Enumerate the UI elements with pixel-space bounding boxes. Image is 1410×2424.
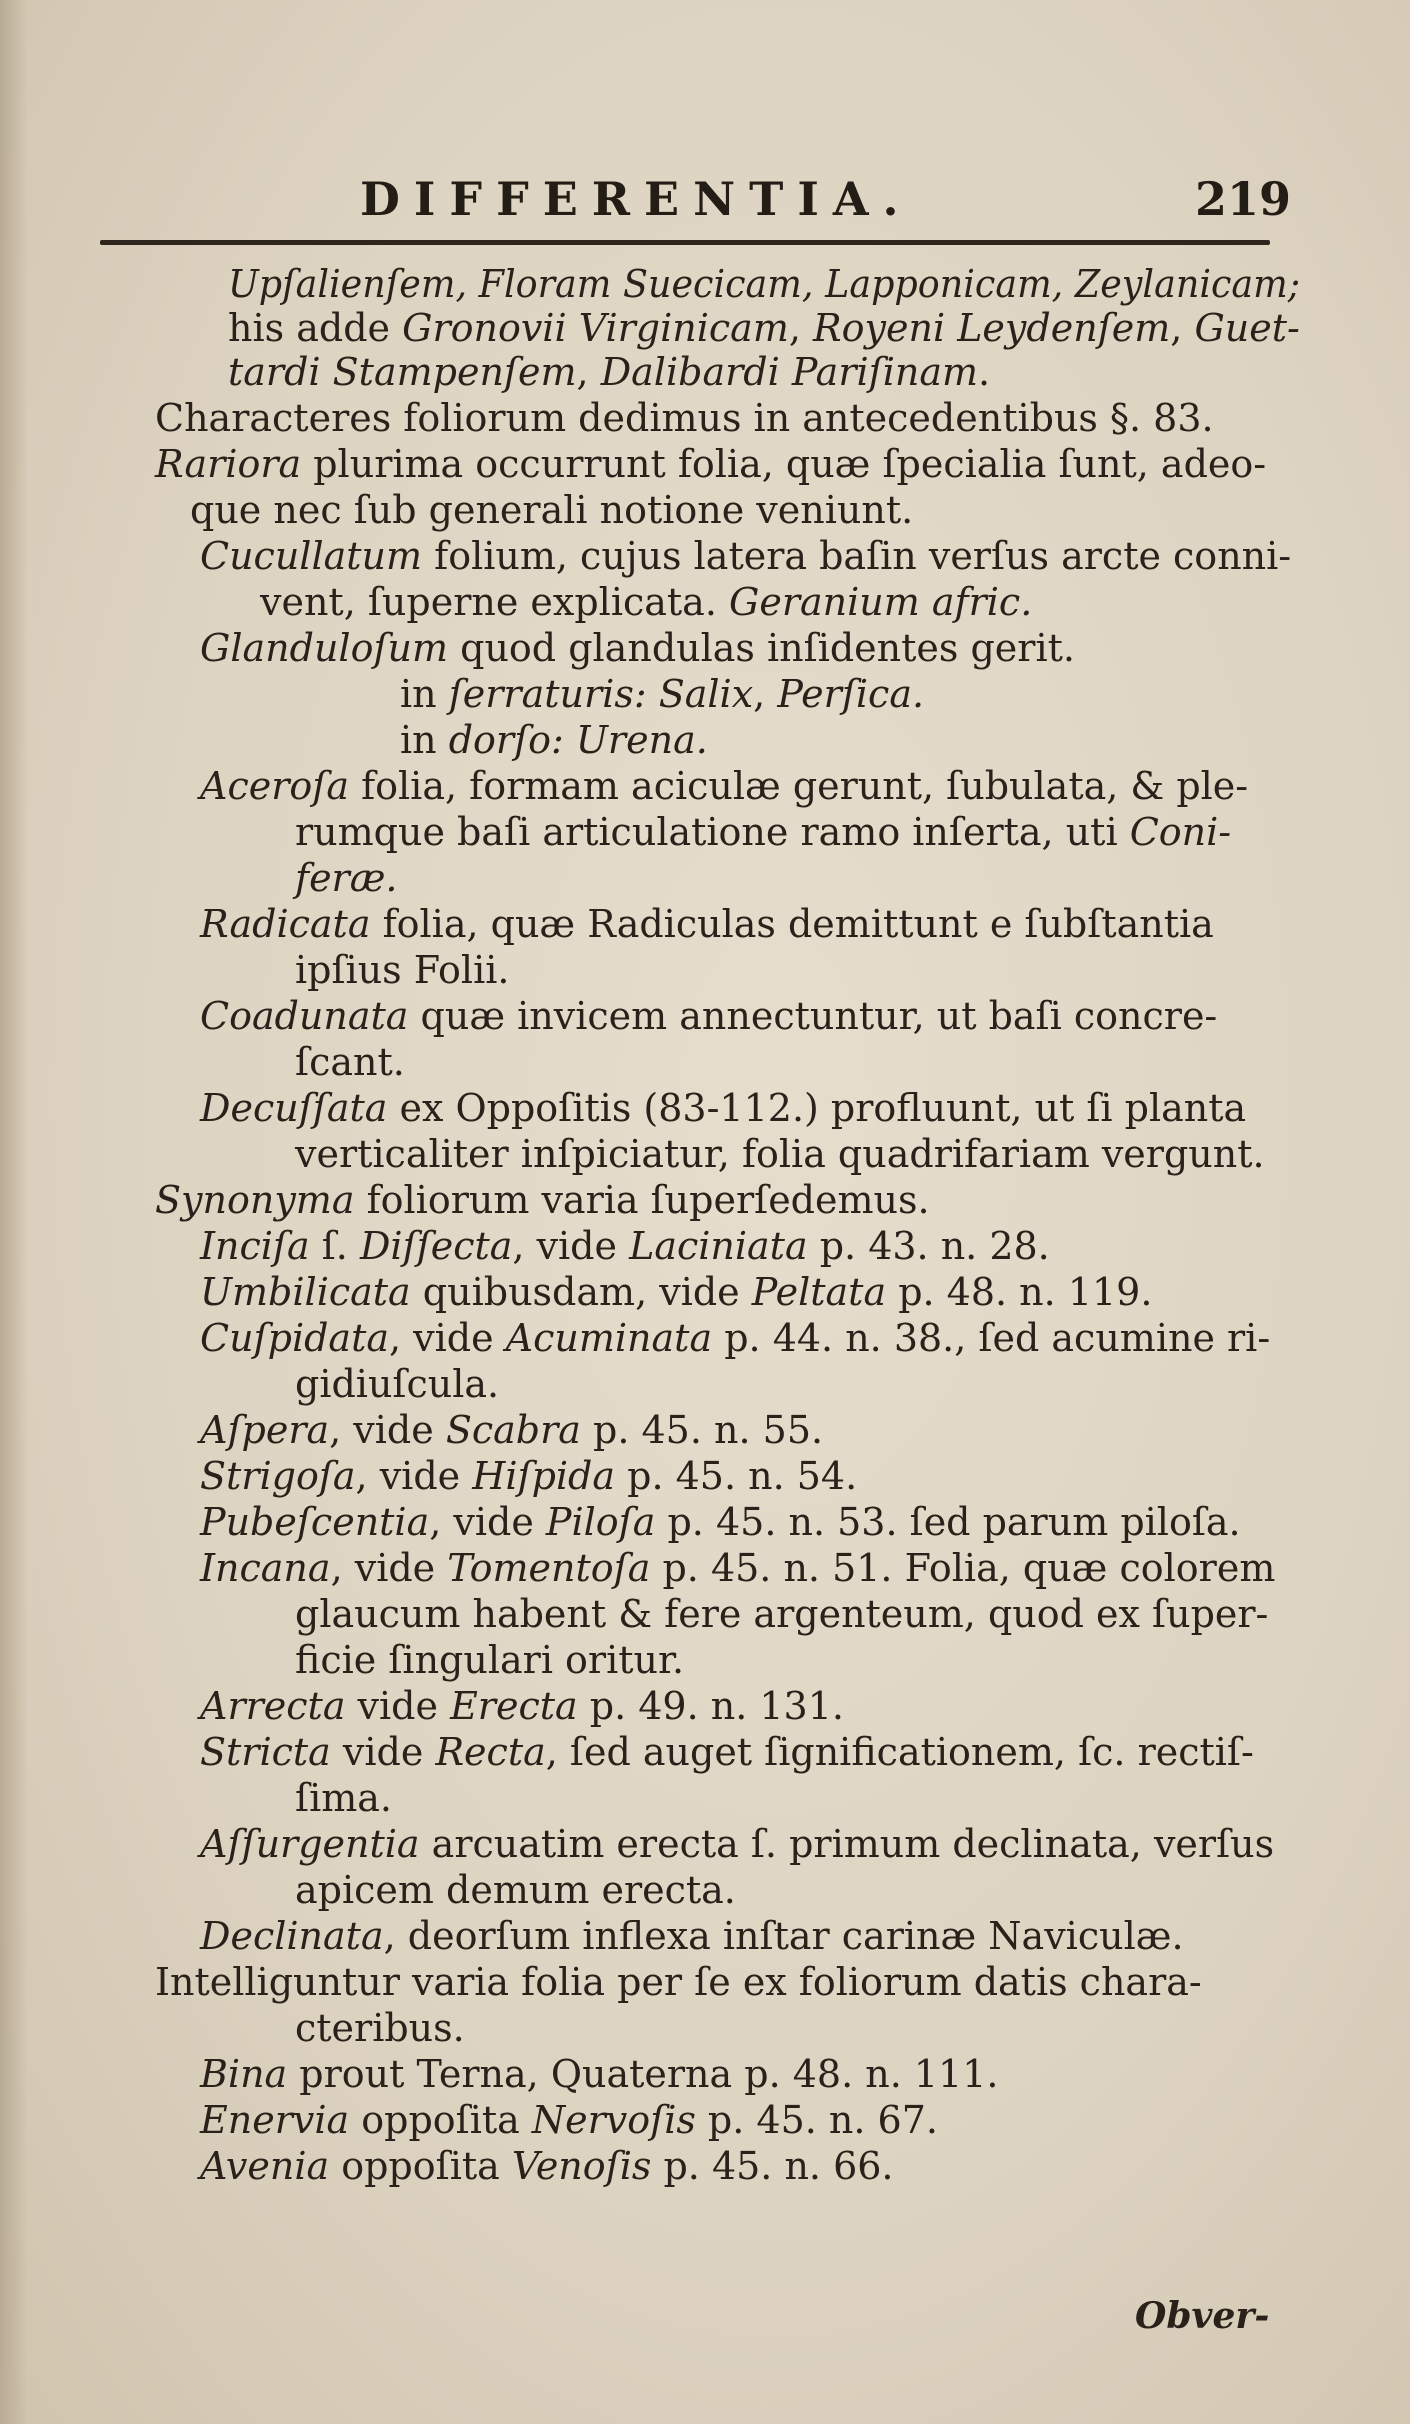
text-run: vent, ſuperne explicata. <box>260 580 729 624</box>
text-run: , vide <box>330 1546 448 1590</box>
text-run: p. 45. n. 53. ſed parum piloſa. <box>655 1500 1241 1544</box>
italic-term: Upſalienſem, Floram Suecicam, Lapponicam, Zeylanicam; <box>228 262 1301 306</box>
italic-term: Diſſecta <box>359 1224 513 1268</box>
page-edge-shadow <box>0 0 28 2424</box>
text-line <box>295 1592 1268 1636</box>
text-run: p. 45. n. 55. <box>580 1408 824 1452</box>
text-line <box>155 442 1266 486</box>
text-run: folia, quæ Radiculas demittunt e ſubſtantia <box>370 902 1214 946</box>
italic-term: Scabra <box>445 1408 581 1452</box>
text-line <box>295 2006 465 2050</box>
text-run: ſima. <box>295 1776 392 1820</box>
italic-term: Umbilicata <box>200 1270 411 1314</box>
text-run: ipſius Folii. <box>295 948 510 992</box>
italic-term: Cuſpidata <box>200 1316 389 1360</box>
text-line <box>200 1224 1050 1268</box>
text-run: glaucum habent & fere argenteum, quod ex ſuper- <box>295 1592 1269 1636</box>
text-line <box>200 626 1075 670</box>
italic-term: ſerraturis: Salix <box>448 672 754 716</box>
text-run: , deorſum inflexa inſtar carinæ Naviculæ. <box>383 1914 1184 1958</box>
text-line <box>155 1178 930 1222</box>
text-run: verticaliter inſpiciatur, folia quadrifariam vergunt. <box>295 1132 1265 1176</box>
text-line <box>200 1546 1275 1590</box>
text-run: ſcant. <box>295 1040 405 1084</box>
text-run: vide <box>345 1684 451 1728</box>
text-run: p. 45. n. 66. <box>651 2144 894 2188</box>
text-line <box>200 902 1214 946</box>
text-run: , <box>1170 306 1195 350</box>
text-run: quibusdam, vide <box>410 1270 752 1314</box>
italic-term: Decuſſata <box>200 1086 388 1130</box>
text-line <box>200 1500 1241 1544</box>
italic-term: Guet- <box>1194 306 1300 350</box>
italic-term: Dalibardi Pariſinam <box>600 350 979 394</box>
italic-term: Venoſis <box>511 2144 652 2188</box>
italic-term: dorſo: Urena. <box>448 718 708 762</box>
text-run: apicem demum erecta. <box>295 1868 736 1912</box>
text-line <box>295 1638 684 1682</box>
text-run: , ſed auget ſignificationem, ſc. rectiſ- <box>545 1730 1254 1774</box>
italic-term: Aceroſa <box>200 764 349 808</box>
text-line <box>260 580 1032 624</box>
italic-term: Aſſurgentia <box>200 1822 420 1866</box>
text-line <box>200 2052 998 2096</box>
text-run: p. 49. n. 131. <box>577 1684 844 1728</box>
text-run: , vide <box>389 1316 506 1360</box>
italic-term: Perſica. <box>777 672 925 716</box>
running-head: DIFFERENTIA. <box>360 172 913 226</box>
text-line <box>200 534 1291 578</box>
italic-term: Radicata <box>200 902 371 946</box>
text-run: oppoſita <box>329 2144 512 2188</box>
text-run: arcuatim erecta ſ. primum declinata, verſus <box>419 1822 1275 1866</box>
italic-term: Royeni Leydenſem <box>813 306 1171 350</box>
italic-term: Nervoſis <box>531 2098 696 2142</box>
text-run: p. 45. n. 51. Folia, quæ colorem <box>650 1546 1276 1590</box>
italic-term: Rariora <box>155 442 302 486</box>
text-run: in <box>400 672 449 716</box>
text-run: ficie ſingulari oritur. <box>295 1638 685 1682</box>
text-line <box>200 1730 1254 1774</box>
catchword: Obver- <box>1135 2295 1270 2337</box>
text-line <box>295 1776 392 1820</box>
text-run: folium, cujus latera baſin verſus arcte conni- <box>422 534 1292 578</box>
text-line <box>200 2098 938 2142</box>
text-line <box>200 1822 1274 1866</box>
italic-term: Piloſa <box>545 1500 656 1544</box>
italic-term: Laciniata <box>629 1224 808 1268</box>
text-line <box>200 2144 894 2188</box>
italic-term: tardi Stampenſem <box>228 350 577 394</box>
text-line <box>200 1684 844 1728</box>
text-run: gidiuſcula. <box>295 1362 500 1406</box>
text-run: in <box>400 718 449 762</box>
text-run: . <box>978 350 991 394</box>
text-run: que nec ſub generali notione veniunt. <box>190 488 914 532</box>
text-line <box>155 396 1214 440</box>
text-run: quæ invicem annectuntur, ut baſi concre- <box>408 994 1218 1038</box>
text-line <box>400 718 708 762</box>
italic-term: Gronovii Virginicam <box>402 306 789 350</box>
text-run: cteribus. <box>295 2006 465 2050</box>
italic-term: Synonyma <box>155 1178 355 1222</box>
text-line <box>200 1408 823 1452</box>
text-run: , vide <box>355 1454 473 1498</box>
text-run: , <box>753 672 778 716</box>
page-number: 219 <box>1195 172 1292 226</box>
text-line <box>295 856 398 900</box>
italic-term: Acuminata <box>505 1316 713 1360</box>
italic-term: Inciſa <box>200 1224 310 1268</box>
text-run: , vide <box>329 1408 446 1452</box>
text-run: , <box>576 350 601 394</box>
text-run: ex Oppoſitis (83-112.) profluunt, ut ſi planta <box>387 1086 1247 1130</box>
italic-term: Strigoſa <box>200 1454 356 1498</box>
text-run: his adde <box>228 306 403 350</box>
italic-term: Avenia <box>200 2144 330 2188</box>
text-line <box>228 306 1300 350</box>
italic-term: Hiſpida <box>472 1454 616 1498</box>
text-run: folia, formam aciculæ gerunt, ſubulata, & ple- <box>348 764 1249 808</box>
italic-term: Geranium afric. <box>729 580 1033 624</box>
text-line <box>200 1454 857 1498</box>
text-run: Characteres foliorum dedimus in antecedentibus §. 83. <box>155 396 1214 440</box>
text-run: vide <box>330 1730 436 1774</box>
header-rule <box>100 240 1270 245</box>
text-line <box>295 1040 405 1084</box>
text-line <box>200 1914 1184 1958</box>
text-run: p. 48. n. 119. <box>886 1270 1153 1314</box>
italic-term: Incana <box>200 1546 331 1590</box>
text-run: , vide <box>429 1500 546 1544</box>
text-line <box>200 1316 1270 1360</box>
italic-term: Coadunata <box>200 994 409 1038</box>
text-run: , <box>788 306 814 350</box>
text-run: p. 44. n. 38., ſed acumine ri- <box>712 1316 1271 1360</box>
text-line <box>190 488 913 532</box>
text-line <box>400 672 924 716</box>
text-line <box>155 1960 1202 2004</box>
text-line <box>295 1362 499 1406</box>
italic-term: Pubeſcentia <box>200 1500 430 1544</box>
text-run: quod glandulas inſidentes gerit. <box>448 626 1075 670</box>
italic-term: Tomentoſa <box>447 1546 651 1590</box>
italic-term: Erecta <box>450 1684 578 1728</box>
italic-term: Bina <box>200 2052 288 2096</box>
text-run: rumque baſi articulatione ramo inſerta, uti <box>295 810 1130 854</box>
text-line <box>295 1132 1265 1176</box>
italic-term: Arrecta <box>200 1684 346 1728</box>
text-line <box>295 810 1231 854</box>
text-run: plurima occurrunt folia, quæ ſpecialia ſunt, adeo- <box>301 442 1267 486</box>
italic-term: Stricta <box>200 1730 331 1774</box>
italic-term: Declinata <box>200 1914 384 1958</box>
text-line <box>200 1270 1152 1314</box>
text-run: foliorum varia ſuperſedemus. <box>354 1178 930 1222</box>
text-run: Intelliguntur varia folia per ſe ex foliorum datis chara- <box>155 1960 1202 2004</box>
text-line <box>200 764 1248 808</box>
italic-term: Glanduloſum <box>200 626 449 670</box>
italic-term: Recta <box>435 1730 546 1774</box>
italic-term: Aſpera <box>200 1408 330 1452</box>
text-run: prout Terna, Quaterna p. 48. n. 111. <box>287 2052 999 2096</box>
italic-term: Peltata <box>751 1270 887 1314</box>
italic-term: Coni- <box>1129 810 1232 854</box>
italic-term: Enervia <box>200 2098 350 2142</box>
text-run: p. 45. n. 67. <box>695 2098 938 2142</box>
text-line <box>228 350 990 394</box>
text-line <box>295 948 509 992</box>
italic-term: Cucullatum <box>200 534 423 578</box>
text-line <box>295 1868 736 1912</box>
text-run: p. 43. n. 28. <box>807 1224 1050 1268</box>
text-run: , vide <box>512 1224 630 1268</box>
text-run: oppoſita <box>349 2098 532 2142</box>
text-line <box>200 994 1217 1038</box>
text-run: ſ. <box>309 1224 360 1268</box>
italic-term: feræ. <box>295 856 398 900</box>
text-line <box>228 262 1300 306</box>
text-run: p. 45. n. 54. <box>615 1454 858 1498</box>
text-line <box>200 1086 1246 1130</box>
